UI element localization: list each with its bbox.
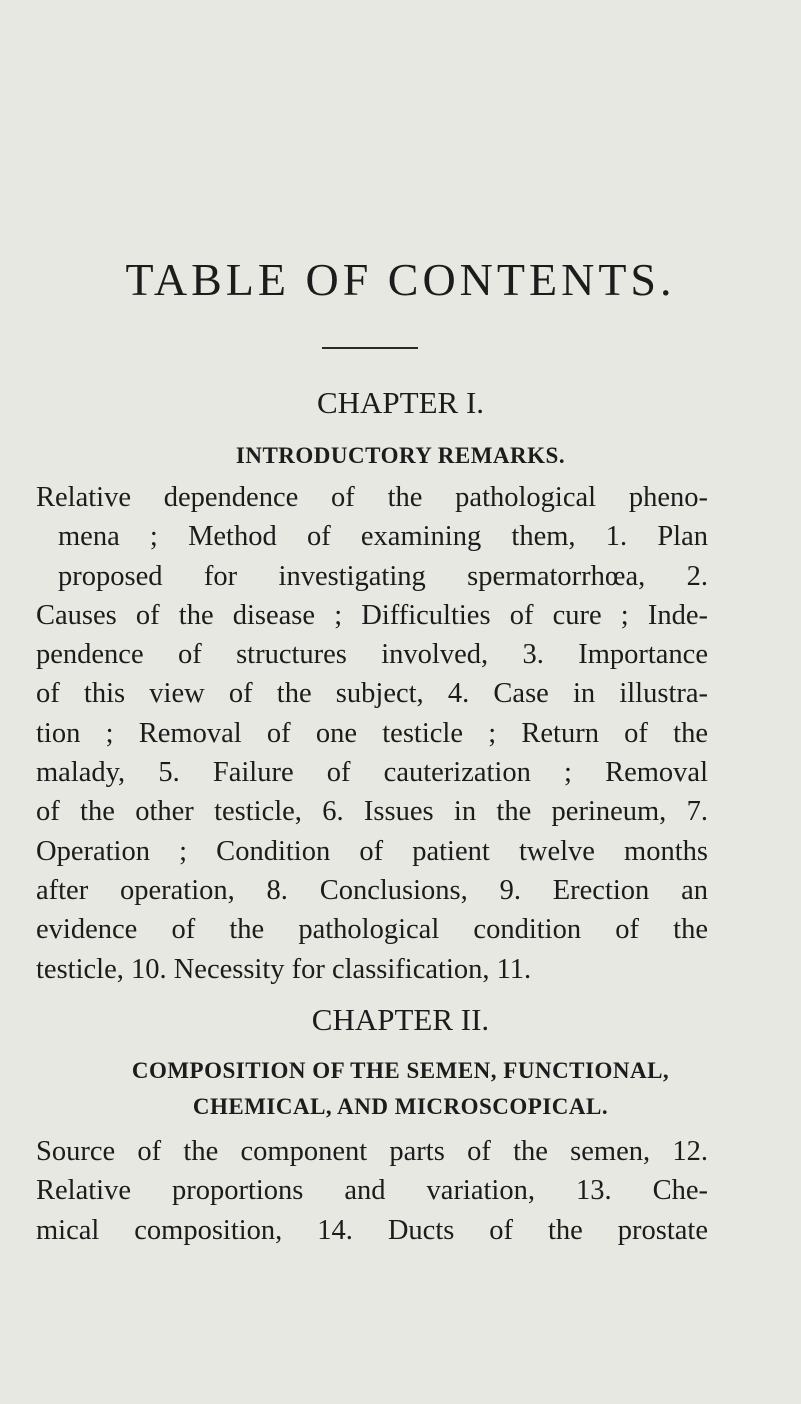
summary-line: after operation, 8. Conclusions, 9. Erection an <box>36 874 708 906</box>
summary-line: proposed for investigating spermatorrhœa, 2. <box>58 560 708 592</box>
chapter-subtitle: COMPOSITION OF THE SEMEN, FUNCTIONAL, <box>131 1058 670 1083</box>
summary-line: of this view of the subject, 4. Case in illustra- <box>36 678 708 710</box>
summary-line: mical composition, 14. Ducts of the prostate <box>36 1214 708 1246</box>
chapter-subtitle: CHEMICAL, AND MICROSCOPICAL. <box>192 1094 609 1119</box>
summary-line: Relative proportions and variation, 13. Che- <box>36 1175 708 1207</box>
summary-line: evidence of the pathological condition of the <box>36 914 708 946</box>
chapter-heading: CHAPTER I. <box>316 385 485 420</box>
summary-line: pendence of structures involved, 3. Importance <box>36 639 708 671</box>
summary-line: of the other testicle, 6. Issues in the perineum, 7. <box>36 796 708 828</box>
summary-line: mena ; Method of examining them, 1. Plan <box>58 521 708 553</box>
chapter-subtitle: INTRODUCTORY REMARKS. <box>235 443 566 468</box>
summary-line: Source of the component parts of the semen, 12. <box>36 1136 708 1167</box>
chapter-summary <box>36 478 708 989</box>
summary-line: tion ; Removal of one testicle ; Return of the <box>36 717 708 749</box>
summary-line: testicle, 10. Necessity for classification, 11. <box>36 953 532 985</box>
summary-line: malady, 5. Failure of cauterization ; Removal <box>36 757 708 789</box>
chapter-heading: CHAPTER II. <box>311 1002 490 1037</box>
summary-line: Causes of the disease ; Difficulties of cure ; Inde- <box>36 599 708 631</box>
title-divider <box>322 347 418 349</box>
page-title: TABLE OF CONTENTS. <box>125 254 676 305</box>
summary-line: Operation ; Condition of patient twelve months <box>36 835 708 867</box>
summary-line: Relative dependence of the pathological pheno- <box>36 482 708 513</box>
chapter-summary <box>36 1132 708 1250</box>
